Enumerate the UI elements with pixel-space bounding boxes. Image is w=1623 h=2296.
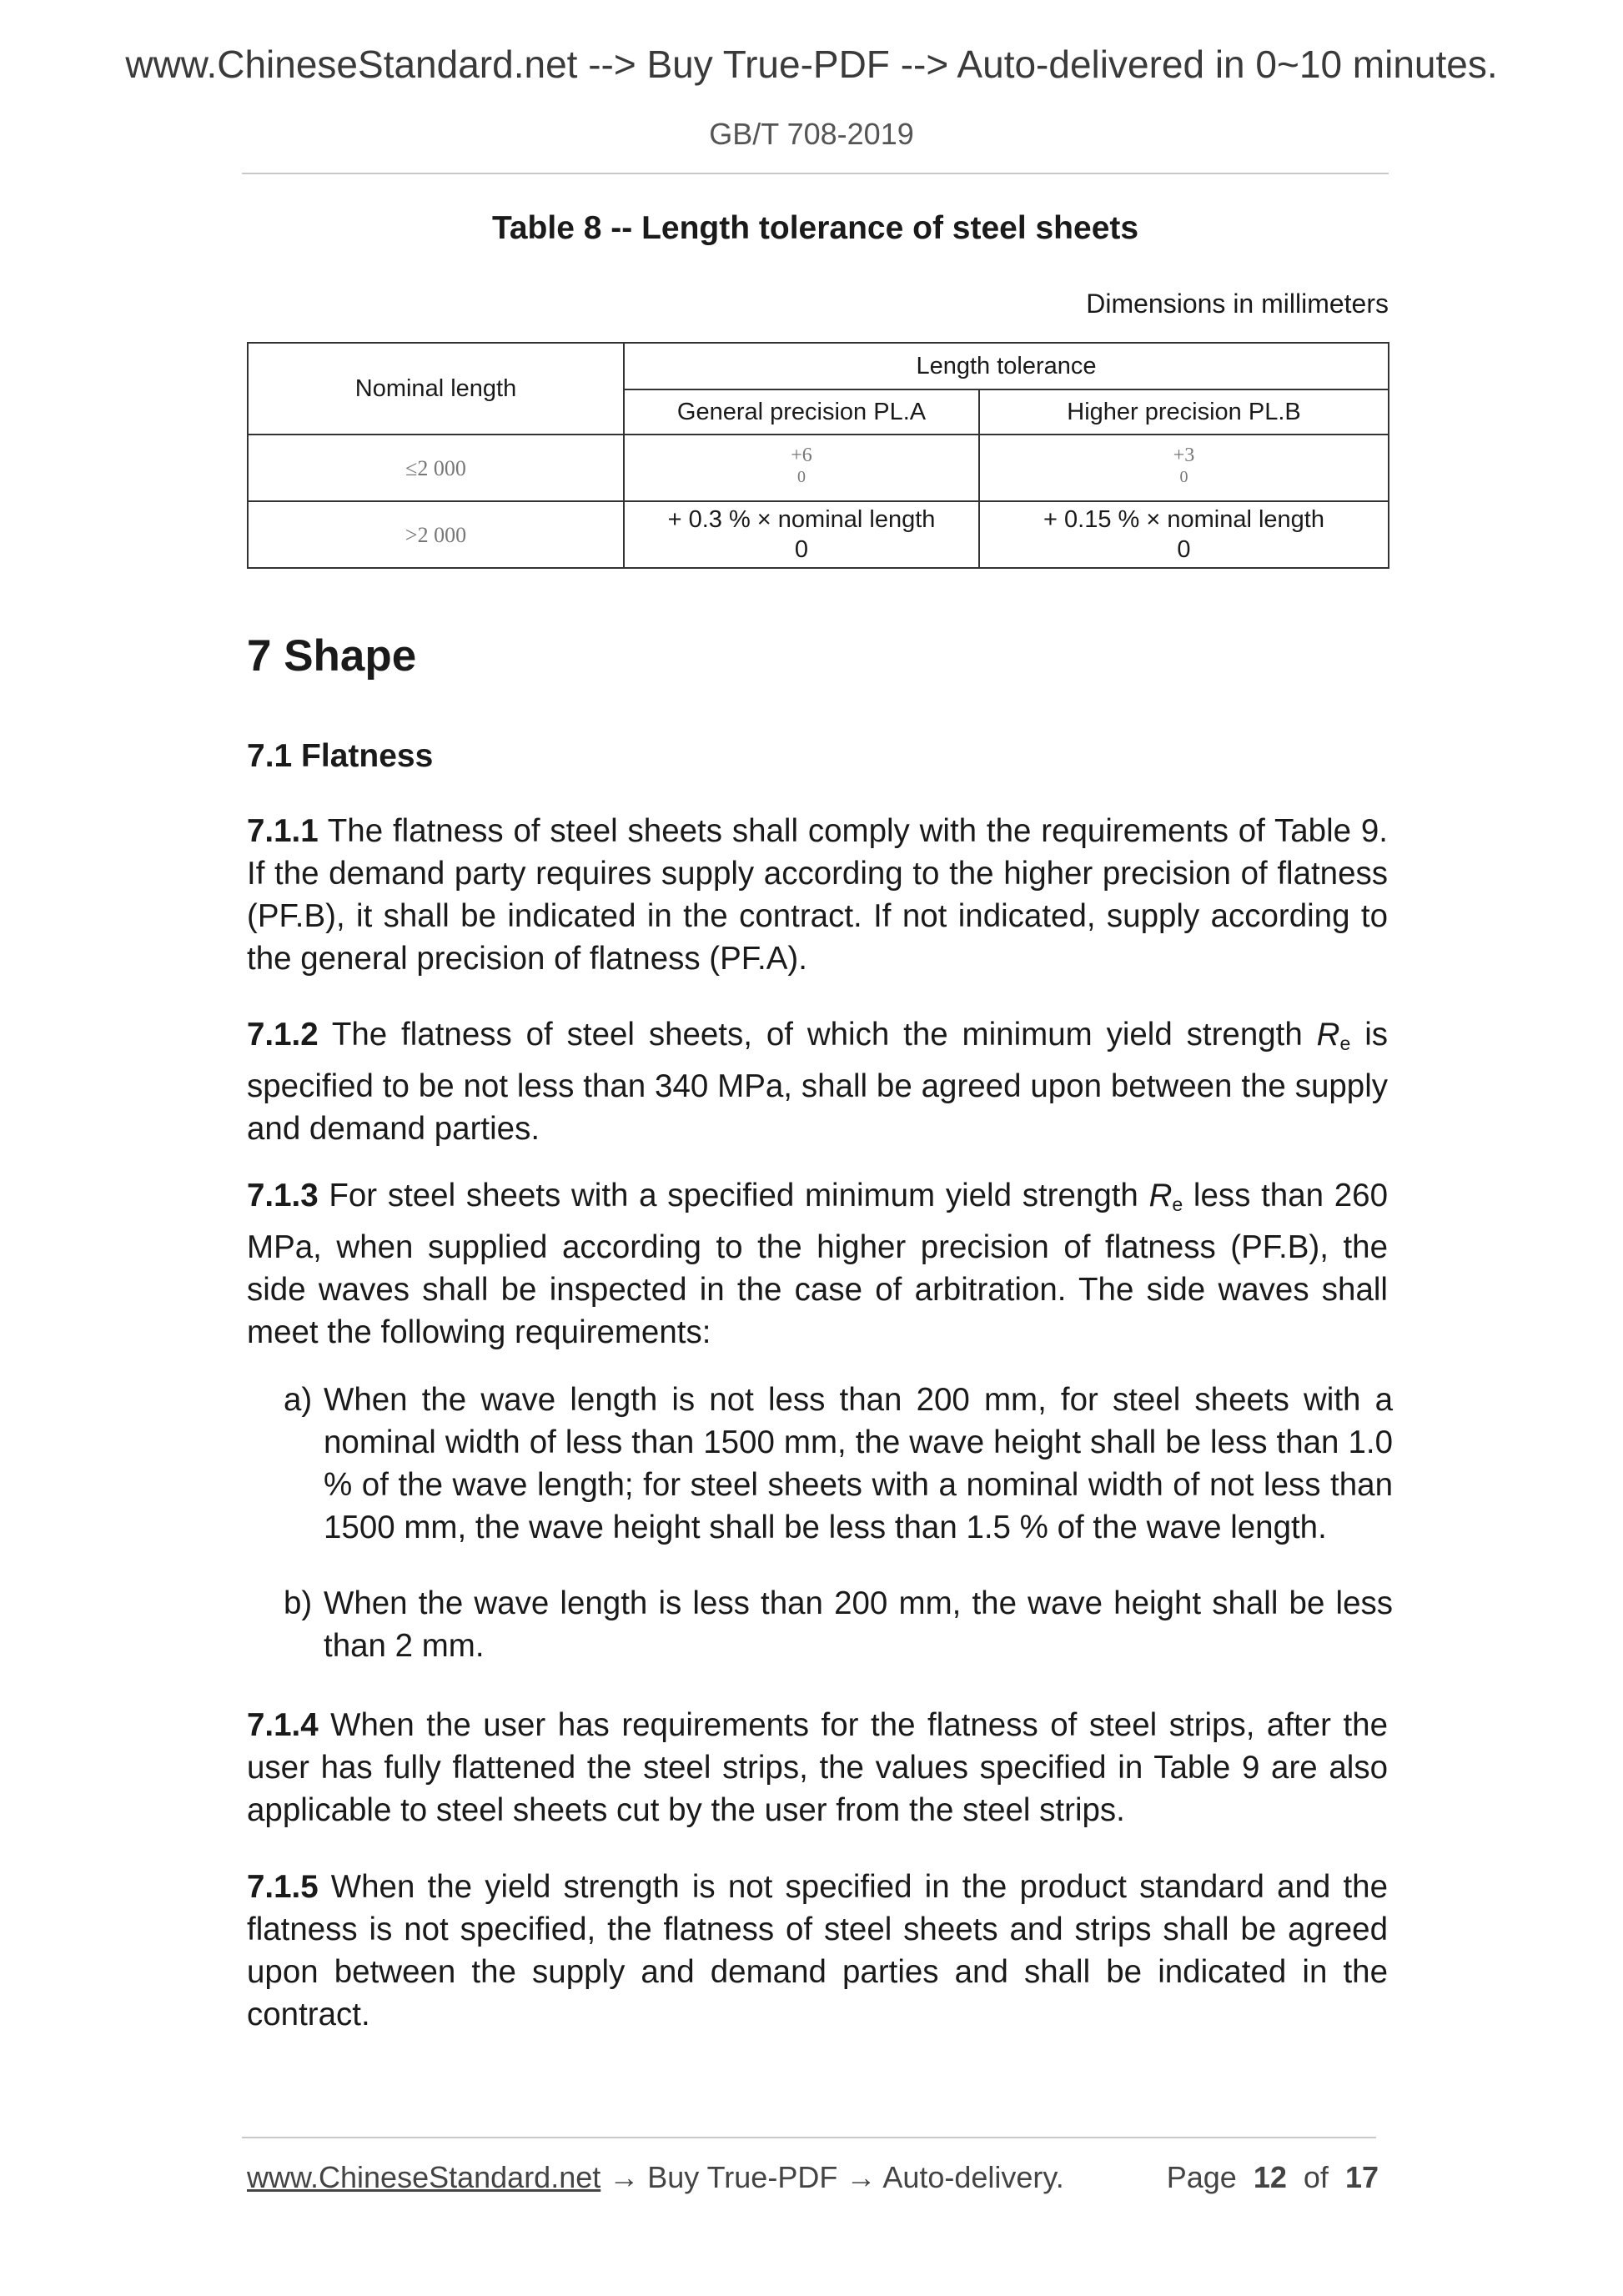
paragraph-7-1-3: 7.1.3 For steel sheets with a specified minimum yield strength $R_e$ less than 260 MPa, when supplied according to the higher precision of flatness (PF.B), the side waves shall be inspected in the case of arbitration. The side waves shall meet the following requirements:: [247, 1178, 1388, 1350]
nominal-cell: ≤2 000: [248, 435, 624, 501]
table-row: [248, 501, 1389, 568]
lower-deviation: 0: [796, 468, 806, 487]
clause-number: 7.1.1: [247, 813, 319, 849]
top-banner: www.ChineseStandard.net --> Buy True-PDF --> Auto-delivered in 0~10 minutes.: [125, 43, 1498, 86]
upper-deviation: +3: [1173, 445, 1195, 467]
page-total: 17: [1344, 2160, 1379, 2194]
paragraph-7-1-2: 7.1.2 The flatness of steel sheets, of which the minimum yield strength $R_e$ is specified to be not less than 340 MPa, shall be agreed upon between the supply and demand parties.: [247, 1017, 1389, 1147]
header-divider: [242, 173, 1389, 174]
section-heading: 7 Shape: [247, 631, 417, 681]
symbol-re: R: [1316, 1017, 1340, 1053]
tolerance-a-cell: [624, 435, 979, 501]
length-tolerance-table: [247, 342, 1389, 569]
header-nominal-length: Nominal length: [248, 343, 624, 435]
subsection-heading: 7.1 Flatness: [247, 738, 434, 774]
tolerance-a-cell: [624, 501, 979, 568]
lower-deviation: 0: [1179, 468, 1188, 487]
clause-number: 7.1.4: [247, 1707, 319, 1743]
page-number: 12: [1253, 2160, 1287, 2194]
upper-deviation: +6: [791, 445, 812, 467]
lower-deviation: 0: [794, 536, 809, 563]
paragraph-7-1-5: 7.1.5 When the yield strength is not specified in the product standard and the flatness is not specified, the flatness of steel sheets and strips shall be agreed upon between the supply and demand parties and shall be indicated in the contract.: [247, 1869, 1388, 2032]
list-item-a: a) When the wave length is not less than 200 mm, for steel sheets with a nominal width of less than 1500 mm, the wave height shall be less than 1.0 % of the wave length; for steel sheets with a nominal width of not less than 1500 mm, the wave height shall be less than 1.5 % of the wave length.: [284, 1379, 1393, 1549]
list-label: b): [284, 1585, 313, 1621]
footer-link[interactable]: www.ChineseStandard.net: [247, 2160, 601, 2194]
upper-deviation: + 0.15 % × nominal length: [1043, 505, 1324, 533]
nominal-cell: >2 000: [248, 501, 624, 568]
paragraph-7-1-1: 7.1.1 The flatness of steel sheets shall comply with the requirements of Table 9. If the demand party requires supply according to the higher precision of flatness (PF.B), it shall be indicated in the contract. If not indicated, supply according to the general precision of flatness (PF.A).: [247, 813, 1388, 977]
symbol-re: R: [1148, 1178, 1173, 1213]
header-length-tolerance: Length tolerance: [624, 343, 1389, 389]
paragraph-7-1-4: 7.1.4 When the user has requirements for the flatness of steel strips, after the user has fully flattened the steel strips, the values specified in Table 9 are also applicable to steel sheets cut by the user from the steel strips.: [247, 1707, 1388, 1828]
tolerance-b-cell: [979, 501, 1389, 568]
lower-deviation: 0: [1177, 536, 1191, 563]
units-note: Dimensions in millimeters: [1086, 289, 1389, 319]
clause-number: 7.1.3: [247, 1178, 319, 1213]
clause-number: 7.1.5: [247, 1869, 319, 1905]
footer-divider: [242, 2137, 1376, 2138]
list-label: a): [284, 1382, 313, 1418]
tolerance-b-cell: [979, 435, 1389, 501]
table-title: Table 8 -- Length tolerance of steel sheets: [491, 210, 1139, 246]
page-indicator: Page 12 of 17: [1166, 2160, 1379, 2194]
footer-text: www.ChineseStandard.net → Buy True-PDF → Auto-delivery.: [247, 2160, 1064, 2194]
list-item-b: b) When the wave length is less than 200 mm, the wave height shall be less than 2 mm.: [284, 1582, 1393, 1667]
table-row: [248, 435, 1389, 501]
header-general-precision: General precision PL.A: [624, 389, 979, 435]
upper-deviation: + 0.3 % × nominal length: [667, 505, 936, 533]
clause-number: 7.1.2: [247, 1017, 319, 1053]
document-id: GB/T 708-2019: [709, 117, 914, 151]
header-higher-precision: Higher precision PL.B: [979, 389, 1389, 435]
